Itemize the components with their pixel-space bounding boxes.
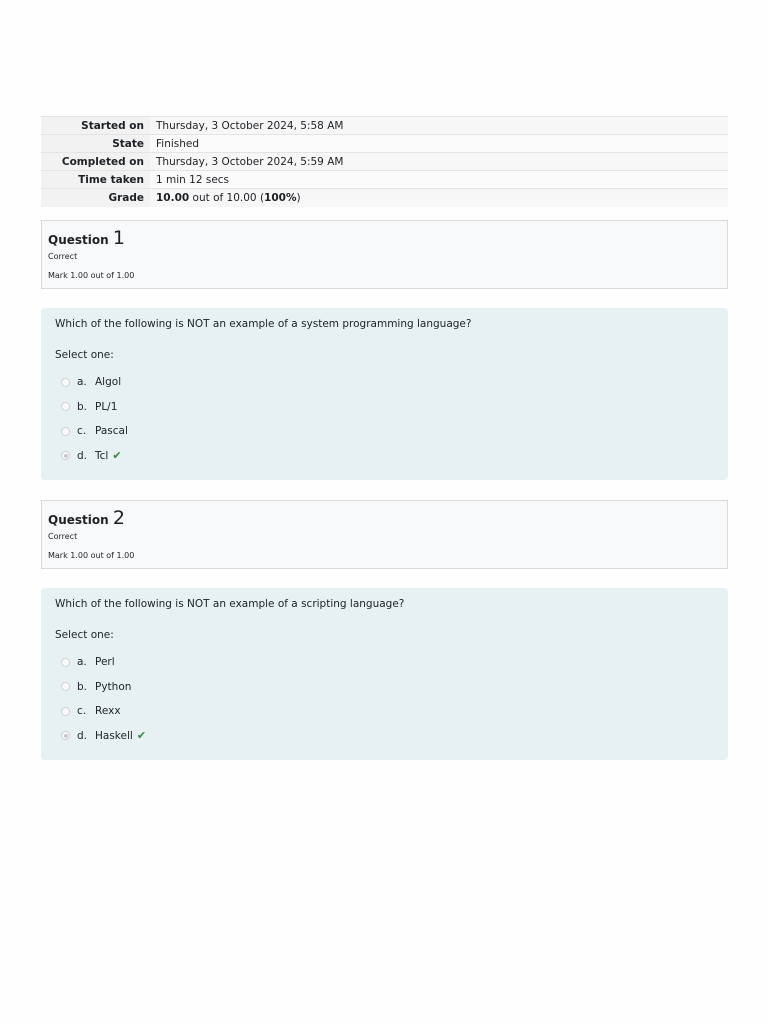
answer-option[interactable] bbox=[61, 675, 146, 700]
option-letter: a. bbox=[77, 376, 87, 389]
summary-label: Completed on bbox=[41, 153, 150, 171]
summary-row bbox=[41, 117, 728, 135]
option-letter: b. bbox=[77, 400, 88, 413]
summary-row bbox=[41, 171, 728, 189]
question-info bbox=[41, 220, 728, 289]
option-text: Haskell bbox=[95, 729, 133, 742]
option-letter: b. bbox=[77, 680, 88, 693]
radio-button-selected[interactable] bbox=[61, 451, 70, 460]
answer-option[interactable] bbox=[61, 444, 128, 469]
radio-button-selected[interactable] bbox=[61, 731, 70, 740]
grade-percent: 100% bbox=[264, 191, 297, 204]
summary-row bbox=[41, 153, 728, 171]
option-letter: c. bbox=[77, 705, 87, 718]
answer-options bbox=[61, 650, 146, 748]
answer-option[interactable] bbox=[61, 395, 128, 420]
option-text: Python bbox=[95, 680, 132, 693]
summary-value: Finished bbox=[150, 135, 728, 153]
summary-row bbox=[41, 135, 728, 153]
radio-button[interactable] bbox=[61, 427, 70, 436]
answer-options bbox=[61, 370, 128, 468]
question-num: 1 bbox=[112, 227, 125, 249]
option-text: Tcl bbox=[95, 449, 109, 462]
summary-label: Time taken bbox=[41, 171, 150, 189]
summary-label: Grade bbox=[41, 189, 150, 207]
radio-button[interactable] bbox=[61, 658, 70, 667]
radio-button[interactable] bbox=[61, 378, 70, 387]
check-icon: ✔ bbox=[136, 729, 147, 743]
question-formulation bbox=[41, 588, 728, 760]
answer-option[interactable] bbox=[61, 699, 146, 724]
question-text: Which of the following is NOT an example of a scripting language? bbox=[55, 598, 405, 610]
option-letter: a. bbox=[77, 656, 87, 669]
answer-option[interactable] bbox=[61, 370, 128, 395]
question-num: 2 bbox=[112, 507, 125, 529]
option-letter: d. bbox=[77, 729, 88, 742]
select-prompt: Select one: bbox=[55, 629, 114, 641]
summary-label: Started on bbox=[41, 117, 150, 135]
question-number bbox=[48, 507, 125, 529]
summary-label: State bbox=[41, 135, 150, 153]
option-letter: c. bbox=[77, 425, 87, 438]
question-number bbox=[48, 227, 125, 249]
question-state: Correct bbox=[48, 532, 78, 541]
question-mark: Mark 1.00 out of 1.00 bbox=[48, 271, 135, 280]
answer-option[interactable] bbox=[61, 419, 128, 444]
summary-value: Thursday, 3 October 2024, 5:59 AM bbox=[150, 153, 728, 171]
grade-score: 10.00 bbox=[156, 191, 190, 204]
select-prompt: Select one: bbox=[55, 349, 114, 361]
option-letter: d. bbox=[77, 449, 88, 462]
answer-option[interactable] bbox=[61, 650, 146, 675]
question-text: Which of the following is NOT an example of a system programming language? bbox=[55, 318, 472, 330]
option-text: Pascal bbox=[95, 425, 128, 438]
radio-button[interactable] bbox=[61, 707, 70, 716]
option-text: PL/1 bbox=[95, 400, 118, 413]
question-formulation bbox=[41, 308, 728, 480]
question-label: Question bbox=[48, 513, 109, 527]
grade-out-of: out of 10.00 ( bbox=[189, 191, 265, 204]
quiz-review-summary bbox=[41, 116, 728, 207]
radio-button[interactable] bbox=[61, 682, 70, 691]
summary-value: 1 min 12 secs bbox=[150, 171, 728, 189]
question-mark: Mark 1.00 out of 1.00 bbox=[48, 551, 135, 560]
option-text: Rexx bbox=[95, 705, 121, 718]
summary-value: Thursday, 3 October 2024, 5:58 AM bbox=[150, 117, 728, 135]
question-info bbox=[41, 500, 728, 569]
grade-close: ) bbox=[296, 191, 301, 204]
question-state: Correct bbox=[48, 252, 78, 261]
check-icon: ✔ bbox=[112, 449, 122, 463]
radio-button[interactable] bbox=[61, 402, 70, 411]
option-text: Perl bbox=[95, 656, 115, 669]
answer-option[interactable] bbox=[61, 724, 146, 749]
grade-value bbox=[150, 189, 728, 207]
summary-row bbox=[41, 189, 728, 207]
option-text: Algol bbox=[95, 376, 122, 389]
question-label: Question bbox=[48, 233, 109, 247]
